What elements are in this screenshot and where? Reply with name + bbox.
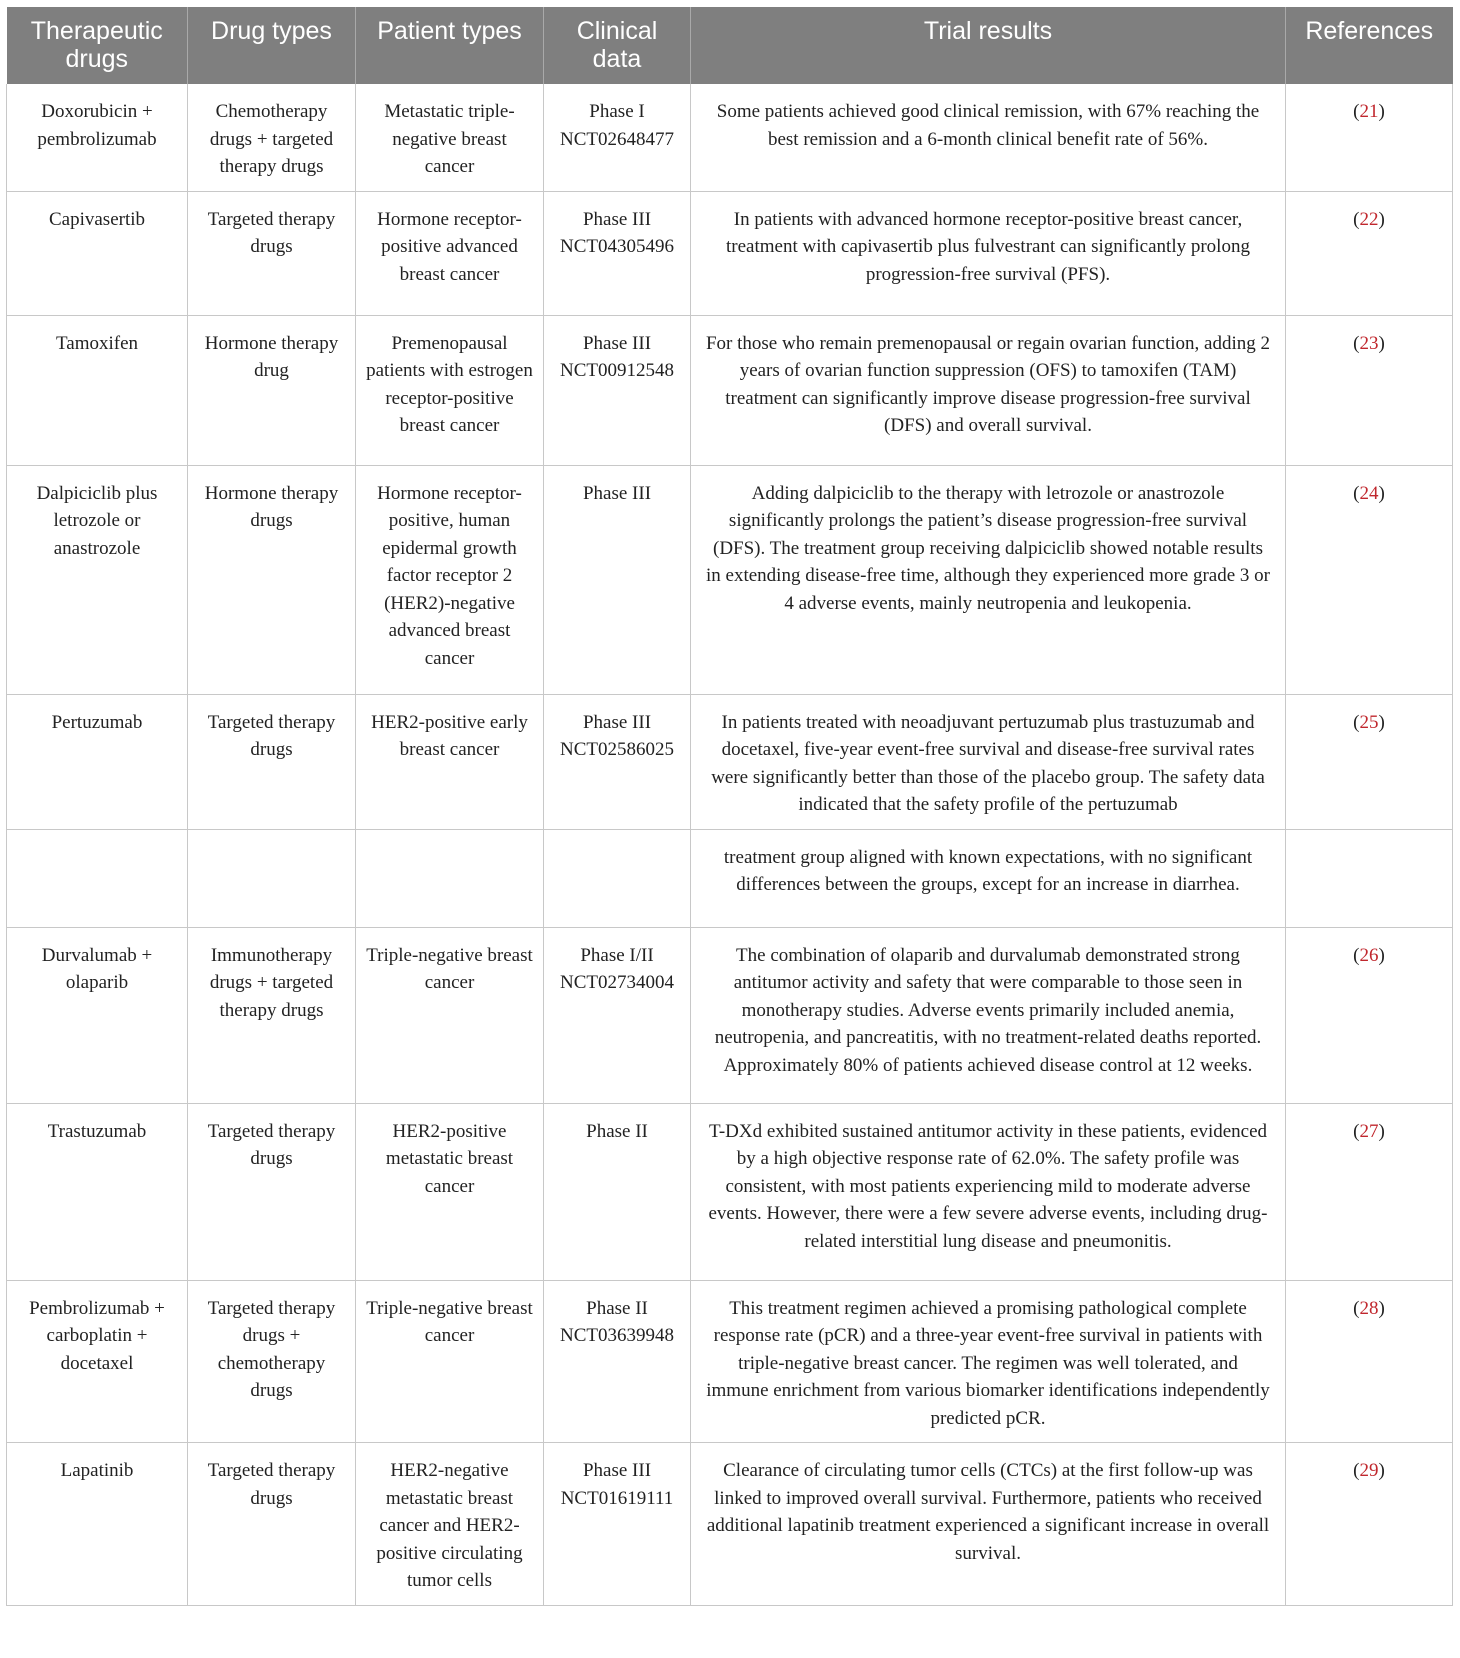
clinical-data-cell: Phase III NCT00912548 xyxy=(544,315,691,465)
patient-type-cell: HER2-positive metastatic breast cancer xyxy=(356,1103,544,1280)
header-references: References xyxy=(1286,7,1453,84)
reference-cell: (29) xyxy=(1286,1443,1453,1606)
reference-link[interactable]: 23 xyxy=(1359,332,1379,354)
table-row-continuation xyxy=(7,829,1453,927)
header-clinical-data: Clinical data xyxy=(544,7,691,84)
table-row xyxy=(7,927,1453,1103)
drug-type-cell: Targeted therapy drugs xyxy=(188,191,356,315)
drug-type-cell: Targeted therapy drugs xyxy=(188,1103,356,1280)
drug-cell xyxy=(7,829,188,927)
drug-cell: Trastuzumab xyxy=(7,1103,188,1280)
drug-type-cell: Targeted therapy drugs xyxy=(188,694,356,829)
trial-results-cell: Some patients achieved good clinical remission, with 67% reaching the best remission and a 6-month clinical benefit rate of 56%. xyxy=(691,84,1286,191)
reference-link[interactable]: 29 xyxy=(1359,1460,1379,1481)
trial-results-cell: The combination of olaparib and durvalumab demonstrated strong antitumor activity and safety that were comparable to those seen in monotherapy studies. Adverse events primarily included anemia, neutropenia, and pancreatitis, with no treatment-related deaths reported. Approximately 80% of patients achieved disease control at 12 weeks. xyxy=(691,927,1286,1103)
patient-type-cell: Metastatic triple-negative breast cancer xyxy=(356,84,544,191)
reference-link[interactable]: 27 xyxy=(1359,1120,1379,1142)
drug-cell: Tamoxifen xyxy=(7,315,188,465)
drug-type-cell: Hormone therapy drug xyxy=(188,315,356,465)
header-drug-types: Drug types xyxy=(188,7,356,84)
trial-results-cell: Adding dalpiciclib to the therapy with letrozole or anastrozole significantly prolongs the patient’s disease progression-free survival (DFS). The treatment group receiving dalpiciclib showed notable results in extending disease-free time, although they experienced more grade 3 or 4 adverse events, mainly neutropenia and leukopenia. xyxy=(691,465,1286,694)
reference-cell: (26) xyxy=(1286,927,1453,1103)
trial-results-cell: Clearance of circulating tumor cells (CTCs) at the first follow-up was linked to improved overall survival. Furthermore, patients who received additional lapatinib treatment experienced a significant increase in overall survival. xyxy=(691,1443,1286,1606)
patient-type-cell: Premenopausal patients with estrogen receptor-positive breast cancer xyxy=(356,315,544,465)
clinical-data-cell xyxy=(544,829,691,927)
trial-results-cell: In patients treated with neoadjuvant pertuzumab plus trastuzumab and docetaxel, five-year event-free survival and disease-free survival rates were significantly better than those of the placebo group. The safety data indicated that the safety profile of the pertuzumab xyxy=(691,694,1286,829)
clinical-data-cell: Phase I/II NCT02734004 xyxy=(544,927,691,1103)
clinical-data-cell: Phase I NCT02648477 xyxy=(544,84,691,191)
reference-cell: (24) xyxy=(1286,465,1453,694)
clinical-data-cell: Phase II NCT03639948 xyxy=(544,1280,691,1443)
drug-cell: Pertuzumab xyxy=(7,694,188,829)
table-row xyxy=(7,1103,1453,1280)
reference-link[interactable]: 28 xyxy=(1359,1297,1379,1319)
table-header-row xyxy=(7,7,1453,84)
reference-link[interactable]: 24 xyxy=(1359,482,1379,504)
drug-type-cell: Targeted therapy drugs + chemotherapy drugs xyxy=(188,1280,356,1443)
table-row xyxy=(7,1280,1453,1443)
reference-cell: (23) xyxy=(1286,315,1453,465)
drug-type-cell: Immunotherapy drugs + targeted therapy drugs xyxy=(188,927,356,1103)
reference-cell: (25) xyxy=(1286,694,1453,829)
trial-results-cell: treatment group aligned with known expectations, with no significant differences between the groups, except for an increase in diarrhea. xyxy=(691,829,1286,927)
patient-type-cell: Triple-negative breast cancer xyxy=(356,927,544,1103)
drug-cell: Durvalumab + olaparib xyxy=(7,927,188,1103)
reference-cell xyxy=(1286,829,1453,927)
clinical-data-cell: Phase III xyxy=(544,465,691,694)
clinical-trials-table xyxy=(6,7,1453,1606)
reference-link[interactable]: 25 xyxy=(1359,711,1379,733)
table-row xyxy=(7,191,1453,315)
trial-results-cell: T-DXd exhibited sustained antitumor activity in these patients, evidenced by a high objective response rate of 62.0%. The safety profile was consistent, with most patients experiencing mild to moderate adverse events. However, there were a few severe adverse events, including drug-related interstitial lung disease and pneumonitis. xyxy=(691,1103,1286,1280)
clinical-data-cell: Phase III NCT02586025 xyxy=(544,694,691,829)
table-row xyxy=(7,694,1453,829)
drug-type-cell: Targeted therapy drugs xyxy=(188,1443,356,1606)
table-row xyxy=(7,465,1453,694)
drug-type-cell: Chemotherapy drugs + targeted therapy drugs xyxy=(188,84,356,191)
drug-cell: Pembrolizumab + carboplatin + docetaxel xyxy=(7,1280,188,1443)
patient-type-cell: HER2-negative metastatic breast cancer and HER2-positive circulating tumor cells xyxy=(356,1443,544,1606)
reference-cell: (21) xyxy=(1286,84,1453,191)
header-patient-types: Patient types xyxy=(356,7,544,84)
drug-cell: Doxorubicin + pembrolizumab xyxy=(7,84,188,191)
patient-type-cell: Triple-negative breast cancer xyxy=(356,1280,544,1443)
patient-type-cell: HER2-positive early breast cancer xyxy=(356,694,544,829)
drug-type-cell: Hormone therapy drugs xyxy=(188,465,356,694)
table-row xyxy=(7,84,1453,191)
trial-results-cell: This treatment regimen achieved a promising pathological complete response rate (pCR) and a three-year event-free survival in patients with triple-negative breast cancer. The regimen was well tolerated, and immune enrichment from various biomarker identifications independently predicted pCR. xyxy=(691,1280,1286,1443)
clinical-data-cell: Phase III NCT04305496 xyxy=(544,191,691,315)
drug-cell: Lapatinib xyxy=(7,1443,188,1606)
trial-results-cell: For those who remain premenopausal or regain ovarian function, adding 2 years of ovarian function suppression (OFS) to tamoxifen (TAM) treatment can significantly improve disease progression-free survival (DFS) and overall survival. xyxy=(691,315,1286,465)
header-trial-results: Trial results xyxy=(691,7,1286,84)
reference-cell: (27) xyxy=(1286,1103,1453,1280)
patient-type-cell: Hormone receptor-positive, human epidermal growth factor receptor 2 (HER2)-negative advanced breast cancer xyxy=(356,465,544,694)
table-body xyxy=(7,84,1453,1605)
patient-type-cell: Hormone receptor-positive advanced breast cancer xyxy=(356,191,544,315)
reference-link[interactable]: 26 xyxy=(1359,944,1379,966)
drug-type-cell xyxy=(188,829,356,927)
table-row xyxy=(7,1443,1453,1606)
reference-link[interactable]: 22 xyxy=(1359,208,1379,230)
header-therapeutic-drugs: Therapeutic drugs xyxy=(7,7,188,84)
drug-cell: Dalpiciclib plus letrozole or anastrozole xyxy=(7,465,188,694)
table-row xyxy=(7,315,1453,465)
clinical-data-cell: Phase III NCT01619111 xyxy=(544,1443,691,1606)
patient-type-cell xyxy=(356,829,544,927)
drug-cell: Capivasertib xyxy=(7,191,188,315)
reference-link[interactable]: 21 xyxy=(1359,101,1379,122)
reference-cell: (28) xyxy=(1286,1280,1453,1443)
trial-results-cell: In patients with advanced hormone receptor-positive breast cancer, treatment with capivasertib plus fulvestrant can significantly prolong progression-free survival (PFS). xyxy=(691,191,1286,315)
reference-cell: (22) xyxy=(1286,191,1453,315)
clinical-data-cell: Phase II xyxy=(544,1103,691,1280)
